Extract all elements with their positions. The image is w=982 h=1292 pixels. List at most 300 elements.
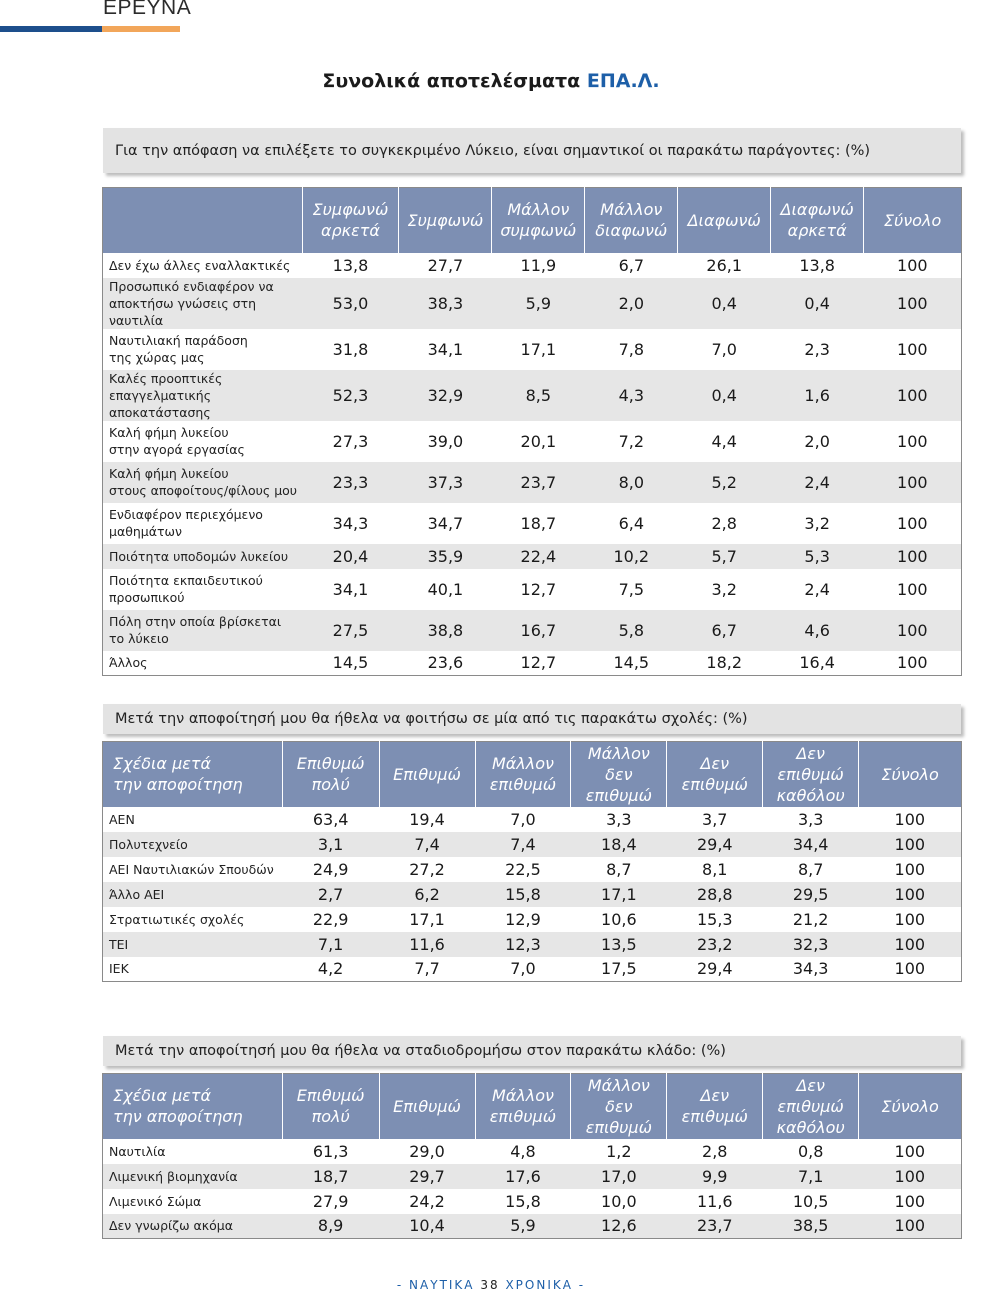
table2-header-2 — [379, 742, 475, 807]
table-row — [103, 610, 962, 651]
row-label-line: Ποιότητα εκπαιδευτικού — [109, 573, 263, 588]
header-line: Μάλλον — [600, 200, 663, 220]
table-cell: 3,2 — [678, 569, 771, 610]
table-cell: 11,6 — [379, 932, 475, 957]
table-cell: 100 — [859, 882, 962, 907]
row-label — [103, 253, 303, 278]
row-label-line: Ναυτιλία — [109, 1143, 166, 1159]
table-row — [103, 832, 962, 857]
row-label — [103, 462, 303, 503]
header-line: Διαφωνώ — [687, 210, 761, 230]
footer-right: ΧΡΟΝΙΚΑ - — [505, 1278, 586, 1292]
table-cell: 8,0 — [585, 462, 678, 503]
table-row — [103, 503, 962, 544]
table-cell: 5,8 — [585, 610, 678, 651]
table-cell: 100 — [864, 329, 962, 370]
table-cell: 21,2 — [763, 907, 859, 932]
row-label-line: στην αγορά εργασίας — [109, 442, 245, 457]
table-row — [103, 253, 962, 278]
page-title-accent: ΕΠΑ.Λ. — [586, 70, 660, 92]
table-cell: 63,4 — [282, 807, 379, 832]
table-cell: 11,9 — [492, 253, 585, 278]
table-row — [103, 329, 962, 370]
header-line: Μάλλον — [491, 754, 554, 774]
table-cell: 7,0 — [678, 329, 771, 370]
table-cell: 22,5 — [475, 857, 571, 882]
table-cell: 100 — [859, 1189, 962, 1214]
table-cell: 100 — [859, 1139, 962, 1164]
table1-header-5 — [678, 188, 771, 253]
row-label-line: Ενδιαφέρον περιεχόμενο — [109, 507, 263, 522]
header-line: Σχέδια μετά — [113, 1086, 212, 1106]
table-cell: 7,1 — [282, 932, 379, 957]
table-cell: 22,9 — [282, 907, 379, 932]
table-cell: 7,7 — [379, 957, 475, 982]
row-label-line: προσωπικού — [109, 590, 185, 605]
table-cell: 100 — [859, 932, 962, 957]
row-label — [103, 610, 303, 651]
header-line: την αποφοίτηση — [113, 1107, 243, 1127]
table-cell: 24,9 — [282, 857, 379, 882]
table-cell: 2,3 — [771, 329, 864, 370]
table1-header-3 — [492, 188, 585, 253]
table-cell: 2,0 — [771, 421, 864, 462]
row-label-line: Ποιότητα υποδομών λυκείου — [109, 548, 289, 564]
table-cell: 3,3 — [571, 807, 667, 832]
table-cell: 100 — [859, 1164, 962, 1189]
table-cell: 12,7 — [492, 651, 585, 676]
table-cell: 12,7 — [492, 569, 585, 610]
row-label — [103, 329, 303, 370]
table-cell: 27,7 — [399, 253, 492, 278]
table-cell: 12,9 — [475, 907, 571, 932]
header-line: Επιθυμώ — [393, 1096, 461, 1116]
table-cell: 1,2 — [571, 1139, 667, 1164]
table-cell: 29,0 — [379, 1139, 475, 1164]
table1-header-4 — [585, 188, 678, 253]
table-row — [103, 1139, 962, 1164]
table-cell: 13,5 — [571, 932, 667, 957]
header-line: Σύνολο — [881, 1096, 939, 1116]
table-cell: 100 — [864, 503, 962, 544]
table-cell: 5,2 — [678, 462, 771, 503]
table-cell: 17,6 — [475, 1164, 571, 1189]
page-number: 38 — [480, 1278, 500, 1292]
schools-table — [102, 741, 962, 982]
header-line: επιθυμώ — [681, 775, 748, 795]
row-label — [103, 503, 303, 544]
row-label — [103, 544, 303, 569]
header-line: Σχέδια μετά — [113, 754, 212, 774]
table-cell: 4,3 — [585, 370, 678, 421]
header-line: Επιθυμώ — [393, 764, 461, 784]
table-cell: 29,4 — [667, 957, 763, 982]
table-cell: 0,4 — [678, 278, 771, 329]
table2-question: Μετά την αποφοίτησή μου θα ήθελα να φοιτήσω σε μία από τις παρακάτω σχολές: (%) — [103, 704, 961, 734]
table-cell: 4,6 — [771, 610, 864, 651]
table-row — [103, 651, 962, 676]
table2-header-1 — [282, 742, 379, 807]
table-cell: 27,2 — [379, 857, 475, 882]
row-label-line: της χώρας μας — [109, 350, 205, 365]
header-rule-orange — [102, 26, 180, 32]
table2-header-0 — [103, 742, 283, 807]
footer — [0, 1278, 982, 1292]
table-cell: 2,7 — [282, 882, 379, 907]
row-label — [103, 370, 303, 421]
table-cell: 27,9 — [282, 1189, 379, 1214]
table1-header-0 — [103, 188, 303, 253]
table2-header-4 — [571, 742, 667, 807]
row-label — [103, 651, 303, 676]
table-cell: 10,5 — [763, 1189, 859, 1214]
header-line: Δεν — [700, 754, 730, 774]
table-cell: 100 — [859, 832, 962, 857]
table-cell: 22,4 — [492, 544, 585, 569]
section-label: ΕΡΕΥΝΑ — [103, 0, 192, 19]
table-cell: 10,4 — [379, 1214, 475, 1239]
table2-header-7 — [859, 742, 962, 807]
table-row — [103, 462, 962, 503]
header-line: δεν επιθυμώ — [585, 1096, 653, 1137]
row-label-line: Πόλη στην οποία βρίσκεται — [109, 614, 282, 629]
row-label-line: το λύκειο — [109, 631, 169, 646]
table2-header-5 — [667, 742, 763, 807]
row-label — [103, 1189, 283, 1214]
table-cell: 9,9 — [667, 1164, 763, 1189]
row-label-line: Λιμενικό Σώμα — [109, 1193, 202, 1209]
table-cell: 6,7 — [678, 610, 771, 651]
page-title — [0, 70, 982, 92]
table-cell: 100 — [864, 544, 962, 569]
row-label-line: Προσωπικό ενδιαφέρον να — [109, 278, 274, 294]
table-row — [103, 932, 962, 957]
table-row — [103, 882, 962, 907]
header-line: επιθυμώ — [489, 775, 557, 795]
table-cell: 18,7 — [282, 1164, 379, 1189]
table-row — [103, 421, 962, 462]
table-cell: 6,2 — [379, 882, 475, 907]
table-cell: 23,7 — [492, 462, 585, 503]
table-cell: 29,4 — [667, 832, 763, 857]
table-cell: 8,1 — [667, 857, 763, 882]
table-cell: 8,7 — [763, 857, 859, 882]
table3-header-6 — [763, 1074, 859, 1139]
table-row — [103, 370, 962, 421]
row-label — [103, 807, 283, 832]
table3-question: Μετά την αποφοίτησή μου θα ήθελα να σταδιοδρομήσω στον παρακάτω κλάδο: (%) — [103, 1036, 961, 1066]
table-cell: 38,8 — [399, 610, 492, 651]
table3-header-1 — [282, 1074, 379, 1139]
table-cell: 7,5 — [585, 569, 678, 610]
header-line: συμφωνώ — [500, 221, 577, 241]
row-label-line: ΑΕΙ Ναυτιλιακών Σπουδών — [109, 861, 274, 877]
table-cell: 39,0 — [399, 421, 492, 462]
table-cell: 17,1 — [379, 907, 475, 932]
table-cell: 6,7 — [585, 253, 678, 278]
table-cell: 20,4 — [302, 544, 399, 569]
table-cell: 100 — [864, 370, 962, 421]
header-line: Επιθυμώ — [296, 1086, 365, 1106]
table-cell: 3,2 — [771, 503, 864, 544]
table3-header-2 — [379, 1074, 475, 1139]
table-row — [103, 957, 962, 982]
table-cell: 1,6 — [771, 370, 864, 421]
table-cell: 34,1 — [399, 329, 492, 370]
header-line: Δεν — [700, 1086, 730, 1106]
table-cell: 6,4 — [585, 503, 678, 544]
table-cell: 53,0 — [302, 278, 399, 329]
table-cell: 2,0 — [585, 278, 678, 329]
table-cell: 2,4 — [771, 462, 864, 503]
table-cell: 13,8 — [302, 253, 399, 278]
row-label — [103, 278, 303, 329]
table-cell: 4,8 — [475, 1139, 571, 1164]
table3-header-3 — [475, 1074, 571, 1139]
table-cell: 5,7 — [678, 544, 771, 569]
table-row — [103, 569, 962, 610]
row-label — [103, 957, 283, 982]
table-cell: 0,4 — [771, 278, 864, 329]
row-label-line: Καλές προοπτικές — [109, 370, 223, 386]
table-cell: 15,8 — [475, 1189, 571, 1214]
row-label-line: στους αποφοίτους/φίλους μου — [109, 483, 298, 498]
header-line: δεν επιθυμώ — [585, 764, 653, 805]
row-label-line: Στρατιωτικές σχολές — [109, 911, 245, 927]
table-cell: 7,4 — [379, 832, 475, 857]
header-line: Συμφωνώ — [312, 200, 389, 220]
table-cell: 0,4 — [678, 370, 771, 421]
row-label — [103, 569, 303, 610]
table-row — [103, 907, 962, 932]
table-cell: 29,5 — [763, 882, 859, 907]
table-cell: 32,3 — [763, 932, 859, 957]
row-label — [103, 1139, 283, 1164]
table-cell: 15,8 — [475, 882, 571, 907]
table3-header-0 — [103, 1074, 283, 1139]
career-table — [102, 1073, 962, 1239]
table-cell: 38,5 — [763, 1214, 859, 1239]
row-label-line: αποκτήσω γνώσεις στη ναυτιλία — [109, 295, 257, 328]
row-label-line: ΑΕΝ — [109, 811, 135, 827]
table-cell: 19,4 — [379, 807, 475, 832]
table-cell: 100 — [859, 807, 962, 832]
header-line: Δεν επιθυμώ — [777, 1075, 844, 1116]
table-cell: 2,8 — [667, 1139, 763, 1164]
table-cell: 13,8 — [771, 253, 864, 278]
table1-question: Για την απόφαση να επιλέξετε το συγκεκριμένο Λύκειο, είναι σημαντικοί οι παρακάτω παράγοντες: (%) — [103, 128, 961, 173]
table-cell: 32,9 — [399, 370, 492, 421]
table3-header-4 — [571, 1074, 667, 1139]
header-line: καθόλου — [776, 1117, 845, 1137]
table-cell: 3,7 — [667, 807, 763, 832]
table-cell: 7,2 — [585, 421, 678, 462]
header-line: Μάλλον — [491, 1086, 554, 1106]
table-cell: 7,4 — [475, 832, 571, 857]
table3-header-5 — [667, 1074, 763, 1139]
row-label — [103, 1214, 283, 1239]
table-cell: 7,1 — [763, 1164, 859, 1189]
table1-header-1 — [302, 188, 399, 253]
table-cell: 26,1 — [678, 253, 771, 278]
row-label — [103, 907, 283, 932]
table-cell: 4,2 — [282, 957, 379, 982]
row-label-line: Ναυτιλιακή παράδοση — [109, 333, 248, 348]
header-line: αρκετά — [787, 221, 847, 241]
table-cell: 2,8 — [678, 503, 771, 544]
table-cell: 29,7 — [379, 1164, 475, 1189]
table-cell: 100 — [864, 278, 962, 329]
table-row — [103, 1214, 962, 1239]
table-cell: 24,2 — [379, 1189, 475, 1214]
table-cell: 10,2 — [585, 544, 678, 569]
row-label-line: Καλή φήμη λυκείου — [109, 466, 229, 481]
table-cell: 10,6 — [571, 907, 667, 932]
table-cell: 8,9 — [282, 1214, 379, 1239]
header-line: πολύ — [311, 775, 350, 795]
row-label — [103, 882, 283, 907]
table-row — [103, 544, 962, 569]
table-cell: 0,8 — [763, 1139, 859, 1164]
table-row — [103, 857, 962, 882]
table-cell: 23,3 — [302, 462, 399, 503]
table-cell: 34,4 — [763, 832, 859, 857]
table-row — [103, 807, 962, 832]
row-label-line: Πολυτεχνείο — [109, 836, 188, 852]
header-line: επιθυμώ — [681, 1107, 748, 1127]
table-cell: 38,3 — [399, 278, 492, 329]
header-line: καθόλου — [776, 785, 845, 805]
table2-header-6 — [763, 742, 859, 807]
row-label-line: επαγγελματικής αποκατάστασης — [109, 387, 212, 420]
header-rule-blue — [0, 26, 102, 32]
footer-left: - ΝΑΥΤΙΚΑ — [396, 1278, 475, 1292]
row-label — [103, 421, 303, 462]
table-cell: 12,3 — [475, 932, 571, 957]
table-cell: 100 — [859, 957, 962, 982]
table1-header-7 — [864, 188, 962, 253]
table-cell: 100 — [864, 569, 962, 610]
table-cell: 10,0 — [571, 1189, 667, 1214]
table-cell: 34,3 — [763, 957, 859, 982]
table-cell: 100 — [859, 857, 962, 882]
table-cell: 100 — [864, 462, 962, 503]
table3-header-7 — [859, 1074, 962, 1139]
row-label-line: Καλή φήμη λυκείου — [109, 425, 229, 440]
table-cell: 17,0 — [571, 1164, 667, 1189]
table-cell: 7,0 — [475, 807, 571, 832]
header-line: την αποφοίτηση — [113, 775, 243, 795]
table-cell: 5,3 — [771, 544, 864, 569]
header-line: Μάλλον — [587, 743, 650, 763]
row-label — [103, 1164, 283, 1189]
header-line: Επιθυμώ — [296, 754, 365, 774]
table-cell: 17,1 — [571, 882, 667, 907]
header-line: Μάλλον — [587, 1075, 650, 1095]
header-line: πολύ — [311, 1107, 350, 1127]
header-line: Μάλλον — [507, 200, 570, 220]
table-cell: 17,1 — [492, 329, 585, 370]
table-cell: 8,5 — [492, 370, 585, 421]
table-cell: 3,3 — [763, 807, 859, 832]
table-cell: 2,4 — [771, 569, 864, 610]
table-cell: 7,8 — [585, 329, 678, 370]
header-line: Σύνολο — [883, 210, 942, 230]
table-cell: 14,5 — [302, 651, 399, 676]
header-line: Σύνολο — [881, 764, 939, 784]
table-cell: 18,7 — [492, 503, 585, 544]
table-cell: 52,3 — [302, 370, 399, 421]
table-cell: 12,6 — [571, 1214, 667, 1239]
table-cell: 100 — [864, 651, 962, 676]
table1-header-6 — [771, 188, 864, 253]
header-line: αρκετά — [320, 221, 380, 241]
table-row — [103, 278, 962, 329]
table-cell: 27,3 — [302, 421, 399, 462]
table-row — [103, 1189, 962, 1214]
table-cell: 4,4 — [678, 421, 771, 462]
table-cell: 40,1 — [399, 569, 492, 610]
table-cell: 100 — [864, 421, 962, 462]
table-cell: 35,9 — [399, 544, 492, 569]
table-row — [103, 1164, 962, 1189]
row-label-line: ΙΕΚ — [109, 961, 129, 977]
table-cell: 3,1 — [282, 832, 379, 857]
table-cell: 23,6 — [399, 651, 492, 676]
table-cell: 8,7 — [571, 857, 667, 882]
table-cell: 100 — [864, 610, 962, 651]
table-cell: 16,7 — [492, 610, 585, 651]
table-cell: 5,9 — [475, 1214, 571, 1239]
table-cell: 17,5 — [571, 957, 667, 982]
table-cell: 37,3 — [399, 462, 492, 503]
table-cell: 61,3 — [282, 1139, 379, 1164]
table-cell: 16,4 — [771, 651, 864, 676]
header-line: Συμφωνώ — [407, 210, 484, 230]
table1-header-2 — [399, 188, 492, 253]
table-cell: 11,6 — [667, 1189, 763, 1214]
header-line: επιθυμώ — [489, 1107, 557, 1127]
header-line: Διαφωνώ — [780, 200, 854, 220]
table-cell: 100 — [859, 907, 962, 932]
row-label-line: μαθημάτων — [109, 524, 182, 539]
row-label-line: Δεν γνωρίζω ακόμα — [109, 1218, 233, 1234]
table-cell: 27,5 — [302, 610, 399, 651]
header-line: διαφωνώ — [595, 221, 668, 241]
table-cell: 34,3 — [302, 503, 399, 544]
table-cell: 15,3 — [667, 907, 763, 932]
table-cell: 14,5 — [585, 651, 678, 676]
row-label — [103, 932, 283, 957]
row-label-line: ΤΕΙ — [109, 936, 129, 952]
row-label — [103, 832, 283, 857]
table-cell: 7,0 — [475, 957, 571, 982]
row-label — [103, 857, 283, 882]
table-cell: 23,7 — [667, 1214, 763, 1239]
table2-header-3 — [475, 742, 571, 807]
page-title-main: Συνολικά αποτελέσματα — [322, 70, 581, 92]
table-cell: 100 — [859, 1214, 962, 1239]
header-line: Δεν επιθυμώ — [777, 743, 844, 784]
factors-table — [102, 187, 962, 676]
table-cell: 31,8 — [302, 329, 399, 370]
row-label-line: Άλλο ΑΕΙ — [109, 886, 165, 902]
table-cell: 20,1 — [492, 421, 585, 462]
table-cell: 100 — [864, 253, 962, 278]
table-cell: 18,2 — [678, 651, 771, 676]
row-label-line: Άλλος — [109, 655, 148, 671]
table-cell: 34,1 — [302, 569, 399, 610]
